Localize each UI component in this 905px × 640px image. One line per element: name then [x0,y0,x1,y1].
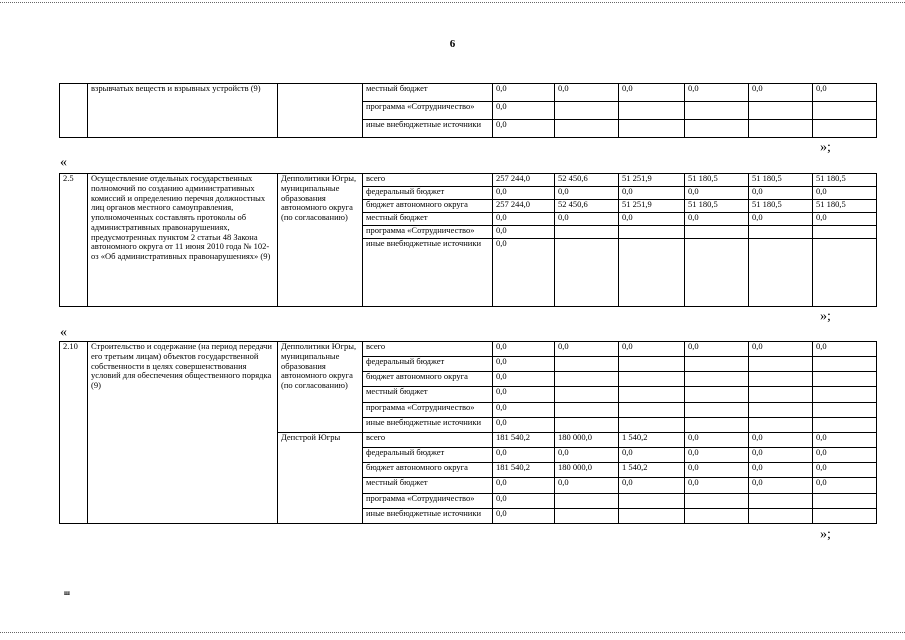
value-cell [619,226,685,239]
source-cell: иные внебюджетные источники [363,417,493,432]
value-cell: 0,0 [749,463,813,478]
top-border-line [0,2,905,3]
value-cell [813,102,877,120]
page-number: 6 [449,38,456,50]
value-cell: 1 540,2 [619,432,685,447]
value-cell: 0,0 [555,84,619,102]
value-cell [555,372,619,387]
table3-body [60,342,877,524]
table-row [60,84,877,102]
value-cell: 0,0 [685,84,749,102]
value-cell: 51 180,5 [685,174,749,187]
value-cell [619,387,685,402]
value-cell: 51 251,9 [619,200,685,213]
value-cell [685,239,749,307]
value-cell: 0,0 [749,478,813,493]
value-cell: 0,0 [555,187,619,200]
value-cell [749,239,813,307]
source-cell: всего [363,432,493,447]
value-cell: 0,0 [619,187,685,200]
value-cell: 0,0 [619,84,685,102]
value-cell: 0,0 [619,448,685,463]
value-cell [685,387,749,402]
value-cell: 0,0 [813,187,877,200]
bottom-border-line [0,632,905,633]
value-cell [749,387,813,402]
value-cell: 0,0 [749,84,813,102]
value-cell [685,226,749,239]
value-cell [555,402,619,417]
value-cell [813,508,877,523]
table2-body [60,174,877,307]
value-cell: 0,0 [619,213,685,226]
value-cell [813,387,877,402]
value-cell [813,357,877,372]
table1-body [60,84,877,138]
value-cell [685,120,749,138]
source-cell: всего [363,342,493,357]
value-cell [555,239,619,307]
value-cell [813,120,877,138]
value-cell [685,417,749,432]
value-cell: 0,0 [685,432,749,447]
value-cell: 0,0 [813,463,877,478]
value-cell: 0,0 [493,226,555,239]
value-cell: 0,0 [685,478,749,493]
value-cell [619,239,685,307]
value-cell: 0,0 [493,417,555,432]
value-cell [813,239,877,307]
value-cell [619,372,685,387]
value-cell: 257 244,0 [493,200,555,213]
value-cell: 0,0 [619,342,685,357]
source-cell: программа «Сотрудничество» [363,226,493,239]
footer-mark: ш [64,589,70,597]
value-cell [749,493,813,508]
value-cell [619,120,685,138]
value-cell: 0,0 [493,120,555,138]
executor-cell: Депстрой Югры [278,432,363,523]
close-quote: »; [820,309,831,324]
value-cell [749,508,813,523]
source-cell: местный бюджет [363,387,493,402]
value-cell: 0,0 [685,213,749,226]
value-cell: 0,0 [493,342,555,357]
value-cell [813,226,877,239]
value-cell: 0,0 [813,478,877,493]
value-cell [685,372,749,387]
source-cell: федеральный бюджет [363,357,493,372]
value-cell: 0,0 [493,387,555,402]
table-row-2-5 [59,173,877,307]
value-cell [813,372,877,387]
value-cell: 51 180,5 [749,200,813,213]
value-cell [813,493,877,508]
value-cell: 257 244,0 [493,174,555,187]
value-cell [555,120,619,138]
table-continuation [59,83,877,138]
executor-cell [278,84,363,138]
value-cell [749,102,813,120]
close-quote: »; [820,527,831,542]
value-cell: 51 180,5 [813,174,877,187]
value-cell: 0,0 [685,448,749,463]
table-row [60,342,877,357]
value-cell: 0,0 [619,478,685,493]
value-cell [619,402,685,417]
value-cell [555,493,619,508]
source-cell: местный бюджет [363,213,493,226]
source-cell: программа «Сотрудничество» [363,102,493,120]
value-cell: 51 251,9 [619,174,685,187]
value-cell [619,417,685,432]
value-cell [555,226,619,239]
executor-cell: Депполитики Югры, муниципальные образования автономного округа (по согласованию) [278,342,363,433]
value-cell: 0,0 [493,213,555,226]
value-cell: 0,0 [749,448,813,463]
value-cell: 52 450,6 [555,174,619,187]
value-cell: 0,0 [493,84,555,102]
value-cell: 181 540,2 [493,463,555,478]
value-cell: 0,0 [493,493,555,508]
value-cell: 0,0 [493,357,555,372]
value-cell: 0,0 [813,432,877,447]
value-cell: 0,0 [555,478,619,493]
activity-name-cell: Осуществление отдельных государственных полномочий по созданию административных комиссий и определению перечня должностных лиц органов местного самоуправления, уполномоченных составлять протоколы об административных правонарушениях, предусмотренных пунктом 2 статьи 48 Закона автономного округа от 11 июня 2010 года № 102-оз «Об административных правонарушениях» (9) [88,174,278,307]
value-cell: 0,0 [749,213,813,226]
value-cell [555,417,619,432]
value-cell: 0,0 [555,213,619,226]
value-cell: 0,0 [685,342,749,357]
value-cell: 0,0 [555,448,619,463]
value-cell [555,357,619,372]
value-cell: 51 180,5 [749,174,813,187]
value-cell: 0,0 [493,508,555,523]
value-cell [685,102,749,120]
value-cell: 0,0 [493,187,555,200]
value-cell [749,120,813,138]
source-cell: местный бюджет [363,478,493,493]
table-row-2-10 [59,341,877,524]
value-cell: 0,0 [493,448,555,463]
value-cell: 0,0 [493,372,555,387]
source-cell: бюджет автономного округа [363,463,493,478]
source-cell: бюджет автономного округа [363,372,493,387]
number-cell [60,84,88,138]
value-cell: 51 180,5 [685,200,749,213]
value-cell [555,508,619,523]
source-cell: бюджет автономного округа [363,200,493,213]
value-cell [619,493,685,508]
value-cell [813,417,877,432]
value-cell [555,387,619,402]
value-cell [619,508,685,523]
close-quote: »; [820,140,831,155]
source-cell: программа «Сотрудничество» [363,402,493,417]
activity-name-cell: взрывчатых веществ и взрывных устройств (9) [88,84,278,138]
value-cell [555,102,619,120]
value-cell: 0,0 [813,342,877,357]
value-cell [749,357,813,372]
value-cell: 0,0 [555,342,619,357]
value-cell [749,226,813,239]
value-cell: 0,0 [813,213,877,226]
executor-cell: Депполитики Югры, муниципальные образования автономного округа (по согласованию) [278,174,363,307]
source-cell: иные внебюджетные источники [363,120,493,138]
value-cell [749,372,813,387]
table-row [60,174,877,187]
value-cell: 51 180,5 [813,200,877,213]
value-cell [749,402,813,417]
value-cell: 0,0 [749,342,813,357]
number-cell: 2.10 [60,342,88,524]
value-cell: 0,0 [685,187,749,200]
value-cell [685,402,749,417]
source-cell: программа «Сотрудничество» [363,493,493,508]
source-cell: федеральный бюджет [363,448,493,463]
value-cell: 1 540,2 [619,463,685,478]
value-cell: 0,0 [749,432,813,447]
value-cell: 52 450,6 [555,200,619,213]
activity-name-cell: Строительство и содержание (на период передачи его третьим лицам) объектов государственной собственности в целях совершенствования условий для обеспечения общественного порядка (9) [88,342,278,524]
source-cell: местный бюджет [363,84,493,102]
value-cell: 181 540,2 [493,432,555,447]
number-cell: 2.5 [60,174,88,307]
value-cell [619,102,685,120]
value-cell [685,357,749,372]
value-cell [813,402,877,417]
value-cell: 0,0 [493,402,555,417]
value-cell [685,508,749,523]
value-cell [749,417,813,432]
value-cell: 0,0 [493,102,555,120]
value-cell: 180 000,0 [555,463,619,478]
value-cell: 0,0 [685,463,749,478]
open-quote: « [60,155,67,170]
value-cell: 0,0 [749,187,813,200]
source-cell: иные внебюджетные источники [363,239,493,307]
source-cell: федеральный бюджет [363,187,493,200]
source-cell: иные внебюджетные источники [363,508,493,523]
open-quote: « [60,325,67,340]
value-cell [619,357,685,372]
value-cell [685,493,749,508]
value-cell: 0,0 [493,239,555,307]
value-cell: 0,0 [493,478,555,493]
value-cell: 180 000,0 [555,432,619,447]
value-cell: 0,0 [813,448,877,463]
value-cell: 0,0 [813,84,877,102]
source-cell: всего [363,174,493,187]
